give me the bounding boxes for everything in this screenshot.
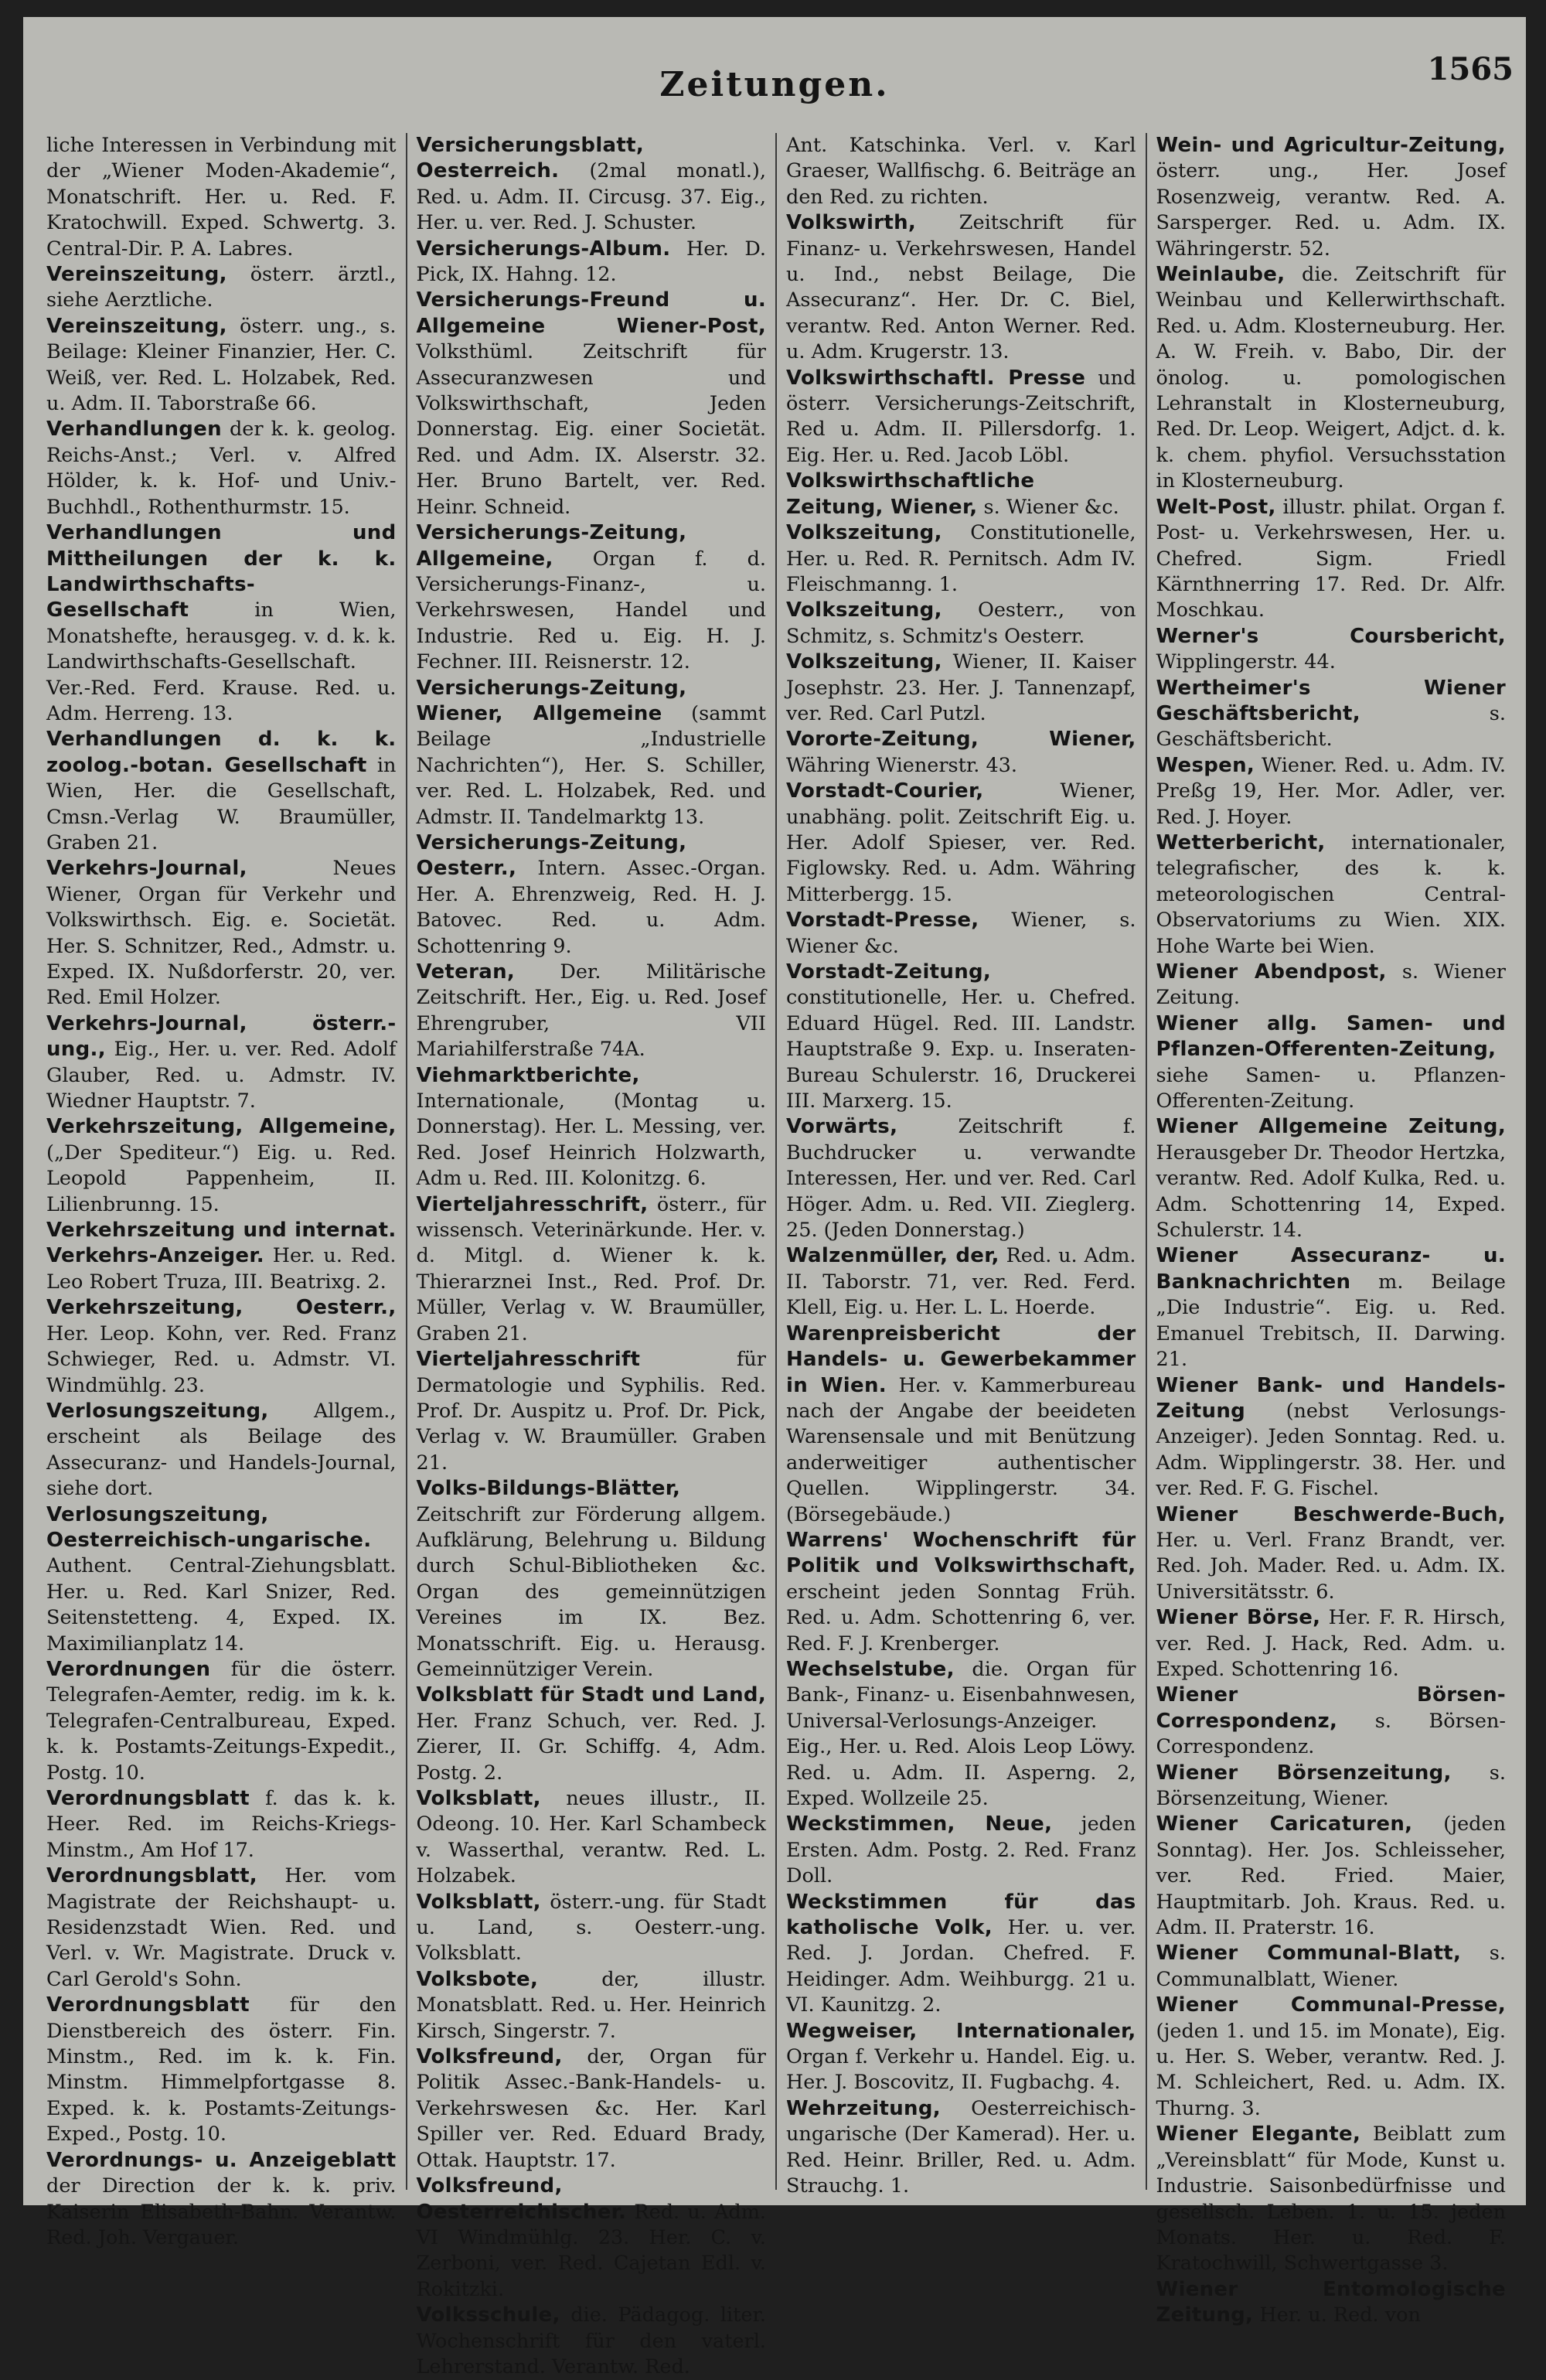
entry-title: Wechselstube, xyxy=(786,1657,955,1681)
entry-description: erscheint jeden Sonntag Früh. Red. u. Adm. Schottenring 6, ver. Red. F. J. Krenberger. xyxy=(786,1580,1136,1655)
entry-description: Herausgeber Dr. Theodor Hertzka, verantw. Red. Adolf Kulka, Red. u. Adm. Schottenring 14, Exped. Schulerstr. 14. xyxy=(1156,1141,1506,1243)
entry-description: österr.-ung. für Stadt u. Land, s. Oesterr.-ung. Volksblatt. xyxy=(416,1890,766,1966)
entry-description: Her. u. Verl. Franz Brandt, ver. Red. Joh. Mader. Red. u. Adm. IX. Universitätsstr. 6. xyxy=(1156,1528,1506,1604)
entry-title: Volksbote, xyxy=(416,1967,539,1991)
directory-entry xyxy=(1156,960,1507,1011)
entry-title: Wetterbericht, xyxy=(1156,830,1326,854)
entry-description: Her. vom Magistrate der Reichshaupt- u. Residenzstadt Wien. Red. und Verl. v. Wr. Magistrate. Druck v. Carl Gerold's Sohn. xyxy=(46,1864,397,1991)
entry-title: Vororte-Zeitung, Wiener, xyxy=(786,728,1136,752)
entry-description: Volksthüml. Zeitschrift für Assecuranzwesen und Volkswirthschaft, Jeden Donnerstag. Eig. einer Societät. Red. und Adm. IX. Alserstr. 32. Her. Bruno Bartelt, ver. Red. Heinr. Schneid. xyxy=(416,340,766,519)
entry-title: Wiener Entomologische Zeitung, xyxy=(1156,2277,1506,2327)
directory-entry xyxy=(46,856,397,1011)
directory-entry xyxy=(417,1890,767,1967)
entry-description: Oesterr., von Schmitz, s. Schmitz's Oesterr. xyxy=(786,598,1136,648)
directory-entry xyxy=(786,210,1136,365)
entry-title: Volksschule, xyxy=(416,2303,560,2327)
directory-entry xyxy=(46,1863,397,1993)
entry-description: Ant. Katschinka. Verl. v. Karl Graeser, Wallfischg. 6. Beiträge an den Red. zu richten. xyxy=(786,134,1136,209)
directory-entry xyxy=(786,1890,1136,2019)
directory-entry xyxy=(1156,1941,1507,1993)
entry-description: Wiener, s. Wiener &c. xyxy=(786,909,1136,958)
entry-title: Wiener Bank- und Handels-Zeitung xyxy=(1156,1373,1506,1423)
entry-title: Verlosungszeitung, Oesterreichisch-ungarische. xyxy=(46,1502,372,1552)
entry-title: Veteran, xyxy=(416,960,516,984)
directory-entry xyxy=(786,727,1136,779)
entry-description: constitutionelle, Her. u. Chefred. Eduard Hügel. Red. III. Landstr. Hauptstraße 9. Exp. u. Inseraten-Bureau Schulerstr. 16, Druckerei III. Marxerg. 15. xyxy=(786,986,1136,1113)
column-3 xyxy=(777,133,1147,2198)
entry-description: Zeitschrift zur Förderung allgem. Aufklärung, Belehrung u. Bildung durch Schul-Bibliotheken &c. Organ des gemeinnützigen Vereines im IX. Bez. Monatsschrift. Eig. u. Herausg. Gemeinnütziger Verein. xyxy=(416,1502,766,1681)
entry-description: Wipplingerstr. 44. xyxy=(1156,650,1336,674)
entry-title: Wiener Börsenzeitung, xyxy=(1156,1761,1452,1785)
directory-entry xyxy=(1156,1114,1507,1243)
entry-title: Wiener Börsen-Correspondenz, xyxy=(1156,1683,1506,1733)
directory-entry xyxy=(46,1993,397,2147)
entry-title: Verkehrszeitung, Allgemeine, xyxy=(46,1115,397,1139)
entry-description: Internationale, (Montag u. Donnerstag). Her. L. Messing, ver. Red. Josef Heinrich Holzwarth, Adm u. Red. III. Kolonitzg. 6. xyxy=(416,1089,766,1191)
entry-title: Vierteljahresschrift xyxy=(416,1348,641,1372)
entry-description: liche Interessen in Verbindung mit der „Wiener Moden-Akademie“, Monatschrift. Her. u. Red. F. Kratochwill. Exped. Schwertg. 3. Central-Dir. P. A. Labres. xyxy=(46,134,397,261)
directory-entry xyxy=(786,650,1136,727)
directory-entry xyxy=(1156,1502,1507,1606)
entry-description: Her. D. Pick, IX. Hahng. 12. xyxy=(416,237,766,287)
entry-title: Wiener Allgemeine Zeitung, xyxy=(1156,1115,1506,1139)
directory-entry xyxy=(46,1786,397,1863)
entry-title: Verkehrszeitung, Oesterr., xyxy=(46,1296,397,1320)
directory-entry xyxy=(46,1502,397,1657)
entry-title: Vorstadt-Courier, xyxy=(786,779,984,803)
directory-entry xyxy=(786,1114,1136,1243)
running-title: Zeitungen. xyxy=(659,65,890,104)
directory-entry xyxy=(1156,2122,1507,2276)
entry-title: Verkehrs-Journal, xyxy=(46,857,247,881)
entry-title: Wespen, xyxy=(1156,753,1255,777)
entry-title: Versicherungs-Freund u. Allgemeine Wiener-Post, xyxy=(416,288,766,338)
entry-description: jeden Ersten. Adm. Postg. 2. Red. Franz Doll. xyxy=(786,1812,1136,1888)
directory-entry xyxy=(1156,1243,1507,1372)
directory-entry xyxy=(417,237,767,288)
entry-title: Wiener Caricaturen, xyxy=(1156,1812,1413,1836)
entry-description: Oesterreichisch-ungarische (Der Kamerad). Her. u. Red. Heinr. Briller, Red. u. Adm. Strauchg. 1. xyxy=(786,2096,1136,2198)
directory-entry xyxy=(786,1657,1136,1812)
entry-title: Verkehrs-Journal, österr.-ung., xyxy=(46,1011,397,1062)
entry-title: Werner's Coursbericht, xyxy=(1156,624,1506,648)
directory-entry xyxy=(1156,830,1507,960)
entry-title: Weinlaube, xyxy=(1156,263,1285,287)
directory-entry xyxy=(786,133,1136,210)
directory-entry xyxy=(417,133,767,237)
directory-entry xyxy=(786,598,1136,650)
entry-description: die. Organ für Bank-, Finanz- u. Eisenbahnwesen, Universal-Verlosungs-Anzeiger. Eig., Her. u. Red. Alois Leop Löwy. Red. u. Adm. II. Asperng. 2, Exped. Wollzeile 25. xyxy=(786,1657,1136,1810)
page-number: 1565 xyxy=(1427,51,1514,87)
directory-entry xyxy=(417,2174,767,2303)
entry-title: Weckstimmen, Neue, xyxy=(786,1812,1053,1836)
entry-description: s. Wiener Zeitung. xyxy=(1156,960,1506,1010)
entry-title: Vorstadt-Presse, xyxy=(786,909,979,933)
directory-entry xyxy=(417,2303,767,2380)
entry-description: m. Beilage „Die Industrie“. Eig. u. Red. Emanuel Trebitsch, II. Darwing. 21. xyxy=(1156,1270,1507,1372)
entry-description: Zeitschrift für Finanz- u. Verkehrswesen, Handel u. Ind., nebst Beilage, Die Assecuranz“. Her. Dr. C. Biel, verantw. Red. Anton Werner. Red. u. Adm. Krugerstr. 13. xyxy=(786,211,1136,364)
directory-entry xyxy=(786,1243,1136,1321)
entry-description: Währing Wienerstr. 43. xyxy=(786,753,1018,777)
directory-entry xyxy=(786,960,1136,1114)
entry-title: Vorwärts, xyxy=(786,1115,898,1139)
entry-description: Intern. Assec.-Organ. Her. A. Ehrenzweig, Red. H. J. Batovec. Red. u. Adm. Schottenring 9. xyxy=(416,857,766,958)
page-header xyxy=(23,17,1526,110)
entry-title: Verhandlungen und Mittheilungen der k. k. Landwirthschafts-Gesellschaft xyxy=(46,521,397,622)
directory-entry xyxy=(46,1657,397,1786)
entry-title: Wiener Elegante, xyxy=(1156,2123,1361,2146)
newspaper-page xyxy=(23,17,1526,2378)
entry-description: in Wien, Monatshefte, herausgeg. v. d. k. k. Landwirthschafts-Gesellschaft. Ver.-Red. Ferd. Krause. Red. u. Adm. Herreng. 13. xyxy=(46,598,397,725)
directory-entry xyxy=(786,520,1136,598)
directory-entry xyxy=(46,1295,397,1399)
directory-entry xyxy=(46,262,397,314)
entry-description: s. Börsenzeitung, Wiener. xyxy=(1156,1761,1506,1810)
entry-title: Verordnungen xyxy=(46,1657,211,1681)
entry-title: Vorstadt-Zeitung, xyxy=(786,960,992,984)
entry-title: Versicherungsblatt, Oesterreich. xyxy=(416,134,645,183)
entry-description: und österr. Versicherungs-Zeitschrift, Red u. Adm. II. Pillersdorfg. 1. Eig. Her. u. Red. Jacob Löbl. xyxy=(786,366,1136,467)
entry-title: Volksblatt, xyxy=(416,1890,541,1914)
entry-description: Wiener, unabhäng. polit. Zeitschrift Eig. u. Her. Adolf Spieser, ver. Red. Figlowsky. Red. u. Adm. Währing Mitterbergg. 15. xyxy=(786,779,1136,906)
directory-entry xyxy=(1156,1761,1507,1812)
entry-description: Allgem., erscheint als Beilage des Assecuranz- und Handels-Journal, siehe dort. xyxy=(46,1399,397,1501)
directory-entry xyxy=(417,1192,767,1347)
directory-entry xyxy=(1156,676,1507,753)
entry-title: Volksblatt, xyxy=(416,1787,541,1810)
entry-title: Verordnungsblatt, xyxy=(46,1864,257,1888)
entry-title: Wiener Börse, xyxy=(1156,1606,1321,1630)
entry-title: Verhandlungen xyxy=(46,418,222,442)
directory-entry xyxy=(417,676,767,830)
directory-entry xyxy=(786,2019,1136,2096)
directory-entry xyxy=(46,1399,397,1502)
entry-description: für den Dienstbereich des österr. Fin. Minstm., Red. im k. k. Fin. Minstm. Himmelpfortgasse 8. Exped. k. k. Postamts-Zeitungs-Exped., Postg. 10. xyxy=(46,1993,397,2146)
entry-description: (sammt Beilage „Industrielle Nachrichten“), Her. S. Schiller, ver. Red. L. Holzabek, Red. und Admstr. II. Tandelmarktg 13. xyxy=(416,701,767,829)
entry-title: Wiener Communal-Blatt, xyxy=(1156,1942,1462,1966)
entry-description: siehe Samen- u. Pflanzen-Offerenten-Zeitung. xyxy=(1156,1063,1506,1113)
entry-description: für die österr. Telegrafen-Aemter, redig. im k. k. Telegrafen-Centralbureau, Exped. k. k. Postamts-Zeitungs-Expedit., Postg. 10. xyxy=(46,1657,397,1785)
entry-description: Constitutionelle, Her. u. Red. R. Pernitsch. Adm IV. Fleischmanng. 1. xyxy=(786,521,1136,596)
entry-description: Der. Militärische Zeitschrift. Her., Eig. u. Red. Josef Ehrengruber, VII Mariahilferstraße 74A. xyxy=(416,960,766,1062)
directory-entry xyxy=(786,908,1136,960)
entry-description: der, illustr. Monatsblatt. Red. u. Her. Heinrich Kirsch, Singerstr. 7. xyxy=(416,1967,766,2043)
entry-description: der Direction der k. k. priv. Kaiserin Elisabeth-Bahn. Verantw. Red. Joh. Vergauer. xyxy=(46,2174,397,2249)
entry-title: Wegweiser, Internationaler, xyxy=(786,2019,1136,2043)
entry-description: Wiener, II. Kaiser Josephstr. 23. Her. J. Tannenzapf, ver. Red. Carl Putzl. xyxy=(786,650,1136,725)
entry-title: Volksfreund, Oesterreichischer. xyxy=(416,2174,627,2224)
entry-title: Viehmarktberichte, xyxy=(416,1063,640,1087)
entry-description: (jeden 1. und 15. im Monate), Eig. u. Her. S. Weber, verantw. Red. J. M. Schleichert, Red. u. Adm. IX. Thurng. 3. xyxy=(1156,2019,1506,2120)
entry-description: s. Geschäftsbericht. xyxy=(1156,701,1506,752)
directory-entry xyxy=(46,520,397,727)
entry-title: Versicherungs-Zeitung, Oesterr., xyxy=(416,830,687,881)
entry-description: f. das k. k. Heer. Red. im Reichs-Kriegs-Minstm., Am Hof 17. xyxy=(46,1787,397,1862)
entry-title: Volkszeitung, xyxy=(786,650,942,674)
directory-entry xyxy=(417,1063,767,1192)
directory-entry xyxy=(786,366,1136,469)
entry-description: die. Pädagog. liter. Wochenschrift für den vaterl. Lehrerstand. Verantw. Red. xyxy=(416,2303,766,2378)
entry-title: Vereinszeitung, xyxy=(46,314,227,338)
directory-entry xyxy=(1156,1683,1507,1760)
entry-description: („Der Spediteur.“) Eig. u. Red. Leopold Pappenheim, II. Lilienbrunng. 15. xyxy=(46,1141,397,1216)
directory-entry xyxy=(786,2096,1136,2200)
entry-title: Volksblatt für Stadt und Land, xyxy=(416,1683,766,1707)
entry-title: Vereinszeitung, xyxy=(46,263,227,287)
directory-entry xyxy=(786,779,1136,908)
directory-entry xyxy=(417,830,767,960)
entry-title: Vierteljahresschrift, xyxy=(416,1192,649,1216)
entry-title: Wiener Assecuranz- u. Banknachrichten xyxy=(1156,1244,1506,1294)
entry-description: (2mal monatl.), Red. u. Adm. II. Circusg. 37. Eig., Her. u. ver. Red. J. Schuster. xyxy=(416,159,766,235)
directory-entry xyxy=(46,1114,397,1218)
entry-description: (jeden Sonntag). Her. Jos. Schleisseher, ver. Red. Fried. Maier, Hauptmitarb. Joh. Kraus. Red. u. Adm. II. Praterstr. 16. xyxy=(1156,1812,1507,1940)
entry-description: Organ f. d. Versicherungs-Finanz-, u. Verkehrswesen, Handel und Industrie. Red u. Eig. H. J. Fechner. III. Reisnerstr. 12. xyxy=(416,547,766,674)
entry-description: s. Wiener &c. xyxy=(983,495,1119,519)
entry-description: Her. v. Kammerbureau nach der Angabe der beeideten Warensensale und mit Benützung anderweitiger authentischer Quellen. Wipplingerstr. 34. (Börsegebäude.) xyxy=(786,1373,1136,1526)
entry-description: Organ f. Verkehr u. Handel. Eig. u. Her. J. Boscovitz, II. Fugbachg. 4. xyxy=(786,2045,1136,2095)
entry-title: Volksfreund, xyxy=(416,2045,563,2069)
directory-columns xyxy=(37,133,1515,2378)
entry-title: Wiener Communal-Presse, xyxy=(1156,1993,1506,2017)
entry-title: Warenpreisbericht der Handels- u. Gewerbekammer in Wien. xyxy=(786,1321,1136,1397)
entry-description: die. Zeitschrift für Weinbau und Kellerwirthschaft. Red. u. Adm. Klosterneuburg. Her. A. W. Freih. v. Babo, Dir. der önolog. u. pomologischen Lehranstalt in Klosterneuburg, Red. Dr. Leop. Weigert, Adjct. d. k. k. chem. phyfiol. Versuchsstation in Klosterneuburg. xyxy=(1156,263,1506,493)
entry-title: Weckstimmen für das katholische Volk, xyxy=(786,1890,1136,1940)
entry-description: in Wien, Her. die Gesellschaft, Cmsn.-Verlag W. Braumüller, Graben 21. xyxy=(46,753,397,854)
entry-title: Verhandlungen d. k. k. zoolog.-botan. Gesellschaft xyxy=(46,728,397,777)
entry-description: Neues Wiener, Organ für Verkehr und Volkswirthsch. Eig. e. Societät. Her. S. Schnitzer, Red., Admstr. u. Exped. IX. Nußdorferstr. 20, ver. Red. Emil Holzer. xyxy=(46,857,397,1010)
directory-entry xyxy=(1156,753,1507,830)
entry-description: der, Organ für Politik Assec.-Bank-Handels- u. Verkehrswesen &c. Her. Karl Spiller ver. Red. Eduard Brady, Ottak. Hauptstr. 17. xyxy=(416,2045,767,2172)
entry-title: Wein- und Agricultur-Zeitung, xyxy=(1156,134,1506,157)
entry-description: Red. u. Adm. II. Taborstr. 71, ver. Red. Ferd. Klell, Eig. u. Her. L. L. Hoerde. xyxy=(786,1244,1136,1320)
entry-title: Wiener Abendpost, xyxy=(1156,960,1387,984)
entry-description: internationaler, telegrafischer, des k. k. meteorologischen Central-Observatoriums zu Wien. XIX. Hohe Warte bei Wien. xyxy=(1156,830,1506,958)
directory-entry xyxy=(1156,495,1507,624)
directory-entry xyxy=(417,1967,767,2044)
entry-title: Wertheimer's Wiener Geschäftsbericht, xyxy=(1156,676,1506,725)
directory-entry xyxy=(46,2148,397,2252)
entry-description: Her. u. Red. von xyxy=(1259,2303,1421,2327)
entry-description: Her. u. Red. Leo Robert Truza, III. Beatrixg. 2. xyxy=(46,1244,397,1294)
entry-description: (nebst Verlosungs-Anzeiger). Jeden Sonntag. Red. u. Adm. Wipplingerstr. 38. Her. und ver. Red. F. G. Fischel. xyxy=(1156,1399,1506,1501)
entry-title: Verordnungsblatt xyxy=(46,1993,250,2017)
directory-entry xyxy=(417,1786,767,1890)
directory-entry xyxy=(417,1683,767,1786)
entry-description: Her. F. R. Hirsch, ver. Red. J. Hack, Red. Adm. u. Exped. Schottenring 16. xyxy=(1156,1606,1506,1681)
directory-entry xyxy=(46,727,397,856)
directory-entry xyxy=(417,2044,767,2174)
column-4 xyxy=(1147,133,1516,2327)
directory-entry xyxy=(417,960,767,1063)
entry-title: Volkszeitung, xyxy=(786,598,942,622)
entry-title: Walzenmüller, der, xyxy=(786,1244,999,1268)
directory-entry xyxy=(786,1321,1136,1528)
entry-description: österr. ung., Her. Josef Rosenzweig, verantw. Red. A. Sarsperger. Red. u. Adm. IX. Währingerstr. 52. xyxy=(1156,159,1506,261)
directory-entry xyxy=(1156,133,1507,262)
entry-title: Verordnungsblatt xyxy=(46,1787,250,1810)
directory-entry xyxy=(46,314,397,418)
entry-description: Beiblatt zum „Vereinsblatt“ für Mode, Kunst u. Industrie. Saisonbedürfnisse und gesellsch. Leben. 1. u. 15. jeden Monats. Her. u. Red. F. Kratochwill, Schwertgasse 3. xyxy=(1156,2123,1506,2276)
entry-title: Verordnungs- u. Anzeigeblatt xyxy=(46,2148,397,2172)
directory-entry xyxy=(1156,2277,1507,2329)
directory-entry xyxy=(1156,262,1507,495)
entry-description: illustr. philat. Organ f. Post- u. Verkehrswesen, Her. u. Chefred. Sigm. Friedl Kärnthnerring 17. Red. Dr. Alfr. Moschkau. xyxy=(1156,495,1507,622)
directory-entry xyxy=(786,1528,1136,1657)
entry-description: für Dermatologie und Syphilis. Red. Prof. Dr. Auspitz u. Prof. Dr. Pick, Verlag v. W. Braumüller. Graben 21. xyxy=(416,1348,766,1475)
directory-entry xyxy=(417,520,767,675)
column-2 xyxy=(407,133,778,2378)
entry-title: Verkehrszeitung und internat. Verkehrs-Anzeiger. xyxy=(46,1219,397,1268)
entry-description: Red. u. Adm. VI Windmühlg. 23. Her. C. v. Zerboni, ver. Red. Cajetan Edl. v. Rokitzki. xyxy=(416,2200,766,2301)
directory-entry xyxy=(1156,1605,1507,1683)
entry-title: Volkswirth, xyxy=(786,211,917,235)
directory-entry xyxy=(1156,1993,1507,2122)
entry-title: Volkswirthschaftl. Presse xyxy=(786,366,1086,390)
entry-title: Welt-Post, xyxy=(1156,495,1276,519)
entry-title: Versicherungs-Zeitung, Wiener, Allgemeine xyxy=(416,676,687,725)
entry-description: Wiener. Red. u. Adm. IV. Preßg 19, Her. Mor. Adler, ver. Red. J. Hoyer. xyxy=(1156,753,1506,829)
entry-description: Eig., Her. u. ver. Red. Adolf Glauber, Red. u. Admstr. IV. Wiedner Hauptstr. 7. xyxy=(46,1038,397,1113)
entry-title: Verlosungszeitung, xyxy=(46,1399,269,1423)
entry-title: Volkszeitung, xyxy=(786,521,942,545)
entry-description: s. Börsen-Correspondenz. xyxy=(1156,1709,1506,1759)
entry-description: Zeitschrift f. Buchdrucker u. verwandte Interessen, Her. und ver. Red. Carl Höger. Adm. u. Red. VII. Zieglerg. 25. (Jeden Donnerstag.) xyxy=(786,1115,1136,1243)
column-1 xyxy=(37,133,407,2249)
directory-entry xyxy=(417,288,767,520)
entry-description: der k. k. geolog. Reichs-Anst.; Verl. v. Alfred Hölder, k. k. Hof- und Univ.-Buchhdl., Rothenthurmstr. 15. xyxy=(46,418,397,519)
entry-title: Volks-Bildungs-Blätter, xyxy=(416,1477,681,1501)
entry-description: österr. ung., s. Beilage: Kleiner Finanzier, Her. C. Weiß, ver. Red. L. Holzabek, Red. u. Adm. II. Taborstraße 66. xyxy=(46,314,397,416)
entry-description: Her. Leop. Kohn, ver. Red. Franz Schwieger, Red. u. Admstr. VI. Windmühlg. 23. xyxy=(46,1321,397,1397)
entry-title: Versicherungs-Zeitung, Allgemeine, xyxy=(416,521,687,571)
entry-title: Warrens' Wochenschrift für Politik und Volkswirthschaft, xyxy=(786,1528,1136,1578)
directory-entry xyxy=(46,417,397,520)
directory-entry xyxy=(1156,624,1507,676)
directory-entry xyxy=(417,1347,767,1476)
entry-description: Her. Franz Schuch, ver. Red. J. Zierer, II. Gr. Schiffg. 4, Adm. Postg. 2. xyxy=(416,1709,766,1785)
entry-description: s. Communalblatt, Wiener. xyxy=(1156,1942,1506,1991)
entry-description: österr., für wissensch. Veterinärkunde. Her. v. d. Mitgl. d. Wiener k. k. Thierarznei Inst., Red. Prof. Dr. Müller, Verlag v. W. Braumüller, Graben 21. xyxy=(416,1192,766,1345)
entry-title: Wiener Beschwerde-Buch, xyxy=(1156,1502,1506,1526)
entry-description: Authent. Central-Ziehungsblatt. Her. u. Red. Karl Snizer, Red. Seitenstetteng. 4, Exped. IX. Maximilianplatz 14. xyxy=(46,1554,397,1655)
directory-entry xyxy=(1156,1373,1507,1502)
entry-title: Wiener allg. Samen- und Pflanzen-Offerenten-Zeitung, xyxy=(1156,1011,1506,1062)
directory-entry xyxy=(1156,1812,1507,1941)
entry-description: neues illustr., II. Odeong. 10. Her. Karl Schambeck v. Wasserthal, verantw. Red. L. Holzabek. xyxy=(416,1787,767,1888)
entry-title: Volkswirthschaftliche Zeitung, Wiener, xyxy=(786,469,1035,519)
directory-entry xyxy=(786,469,1136,520)
entry-title: Versicherungs-Album. xyxy=(416,237,671,261)
directory-entry xyxy=(46,133,397,262)
directory-entry xyxy=(46,1218,397,1295)
directory-entry xyxy=(786,1812,1136,1889)
directory-entry xyxy=(46,1011,397,1115)
entry-description: Her. u. ver. Red. J. Jordan. Chefred. F. Heidinger. Adm. Weihburgg. 21 u. VI. Kaunitzg. 2. xyxy=(786,1916,1136,2017)
entry-description: österr. ärztl., siehe Aerztliche. xyxy=(46,263,397,312)
directory-entry xyxy=(417,1476,767,1683)
directory-entry xyxy=(1156,1011,1507,1115)
entry-title: Wehrzeitung, xyxy=(786,2096,941,2120)
